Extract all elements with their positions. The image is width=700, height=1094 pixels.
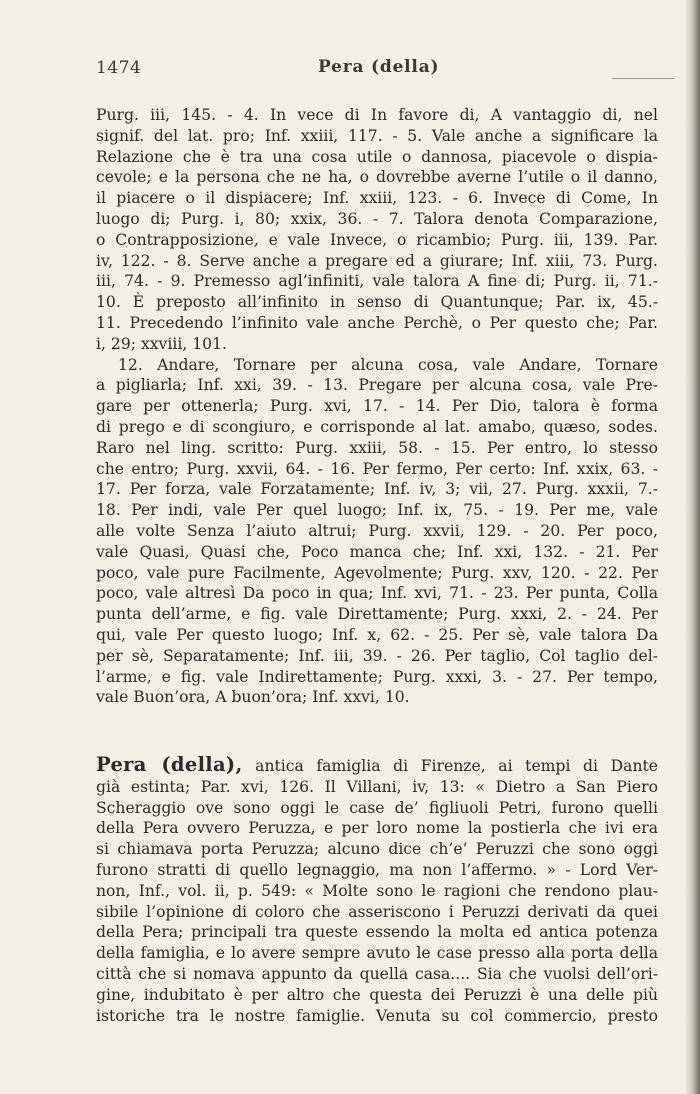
text-line: gine, indubitato è per altro che questa dei Peruzzi è una delle più [96,985,658,1004]
text-line: a pigliarla; Inf. xxi, 39. - 13. Pregare per alcuna cosa, vale Pre- [96,376,658,395]
text-line: 12. Andare, Tornare per alcuna cosa, vale Andare, Tornare [118,355,658,374]
text-line: città che si nomava appunto da quella casa.... Sia che vuolsi dell’ori- [96,964,658,983]
text-line: iv, 122. - 8. Serve anche a pregare ed a giurare; Inf. xiii, 73. Purg. [96,251,658,270]
text-line: 10. È preposto all’infinito in senso di Quantunque; Par. ix, 45.- [96,293,658,312]
page-number: 1474 [96,58,142,78]
text-line: furono stratti di quello legnaggio, ma non l’affermo. » - Lord Ver- [96,860,658,879]
text-line: vale Buon’ora, A buon’ora; Inf. xxvi, 10. [96,688,410,707]
text-line: già estinta; Par. xvi, 126. Il Villani, iv, 13: « Dietro a San Piero [96,777,658,796]
text-line: istoriche tra le nostre famiglie. Venuta su col commercio, presto [96,1006,658,1025]
text-line: 17. Per forza, vale Forzatamente; Inf. iv, 3; vii, 27. Purg. xxxii, 7.- [96,480,658,499]
text-line: poco, vale altresì Da poco in qua; Inf. xvi, 71. - 23. Per punta, Colla [96,584,658,603]
entry-continuation [96,105,658,708]
text-line: si chiamava porta Peruzza; alcuno dice ch’e’ Peruzzi che sono oggi [96,840,658,859]
page-edge-shadow [686,0,700,1094]
text-line: della famiglia, e lo avere sempre avuto le case presso alla porta della [96,944,658,963]
text-line: cevole; e la persona che ne ha, o dovrebbe averne l’utile o il danno, [96,168,658,187]
text-line: Raro nel ling. scritto: Purg. xxiii, 58. - 15. Per entro, lo stesso [96,438,658,457]
text-line: luogo di; Purg. i, 80; xxix, 36. - 7. Talora denota Comparazione, [96,209,658,228]
text-line: i, 29; xxviii, 101. [96,334,227,353]
text-line: della Pera; principali tra queste essendo la molta ed antica potenza [96,923,658,942]
text-line [96,755,658,777]
header-rule [612,78,674,79]
text-line: sibile l’opinione di coloro che asseriscono i Peruzzi derivati da quei [96,902,658,921]
text-line: 18. Per indi, vale Per quel luogo; Inf. ix, 75. - 19. Per me, vale [96,501,658,520]
text-line: 11. Precedendo l’infinito vale anche Perchè, o Per questo che; Par. [96,313,658,332]
text-line: iii, 74. - 9. Premesso agl’infiniti, vale talora A fine di; Purg. ii, 71.- [96,272,658,291]
running-title: Pera (della) [318,57,440,77]
entry-headword: Pera (della), [96,753,243,776]
text-line: che entro; Purg. xxvii, 64. - 16. Per fermo, Per certo: Inf. xxix, 63. - [96,459,658,478]
text-line: vale Quasi, Quasi che, Poco manca che; Inf. xxi, 132. - 21. Per [96,542,658,561]
entry-pera-della [96,755,658,1026]
text-line: di prego e di scongiuro, e corrisponde al lat. amabo, quæso, sodes. [96,417,658,436]
text-line: l’arme, e fig. vale Indirettamente; Purg. xxxi, 3. - 27. Per tempo, [96,667,658,686]
text-line: il piacere o il dispiacere; Inf. xxiii, 123. - 6. Invece di Come, In [96,189,658,208]
text-line: alle volte Senza l’aiuto altrui; Purg. xxvii, 129. - 20. Per poco, [96,521,658,540]
text-line: punta dell’arme, e fig. vale Direttamente; Purg. xxxi, 2. - 24. Per [96,605,658,624]
text-line: Relazione che è tra una cosa utile o dannosa, piacevole o dispia- [96,147,658,166]
text-line: gare per ottenerla; Purg. xvi, 17. - 14. Per Dio, talora è forma [96,397,658,416]
text-line: Purg. iii, 145. - 4. In vece di In favore di, A vantaggio di, nel [96,106,658,124]
text-line: per sè, Separatamente; Inf. iii, 39. - 26. Per taglio, Col taglio del- [96,646,658,665]
text-line: non, Inf., vol. ii, p. 549: « Molte sono le ragioni che rendono plau- [96,881,658,900]
text-line: signif. del lat. pro; Inf. xxiii, 117. - 5. Vale anche a significare la [96,126,658,145]
text-line: qui, vale Per questo luogo; Inf. x, 62. - 25. Per sè, vale talora Da [96,625,658,644]
text-line: della Pera ovvero Peruzza, e per loro nome la postierla che ivi era [96,819,658,838]
text-line: o Contrapposizione, e vale Invece, o ricambio; Purg. iii, 139. Par. [96,230,658,249]
text-line: Scheraggio ove sono oggi le case de’ figliuoli Petri, furono quelli [96,798,658,817]
entry-first-line: antica famiglia di Firenze, ai tempi di Dante [255,757,658,775]
text-line: poco, vale pure Facilmente, Agevolmente; Purg. xxv, 120. - 22. Per [96,563,658,582]
